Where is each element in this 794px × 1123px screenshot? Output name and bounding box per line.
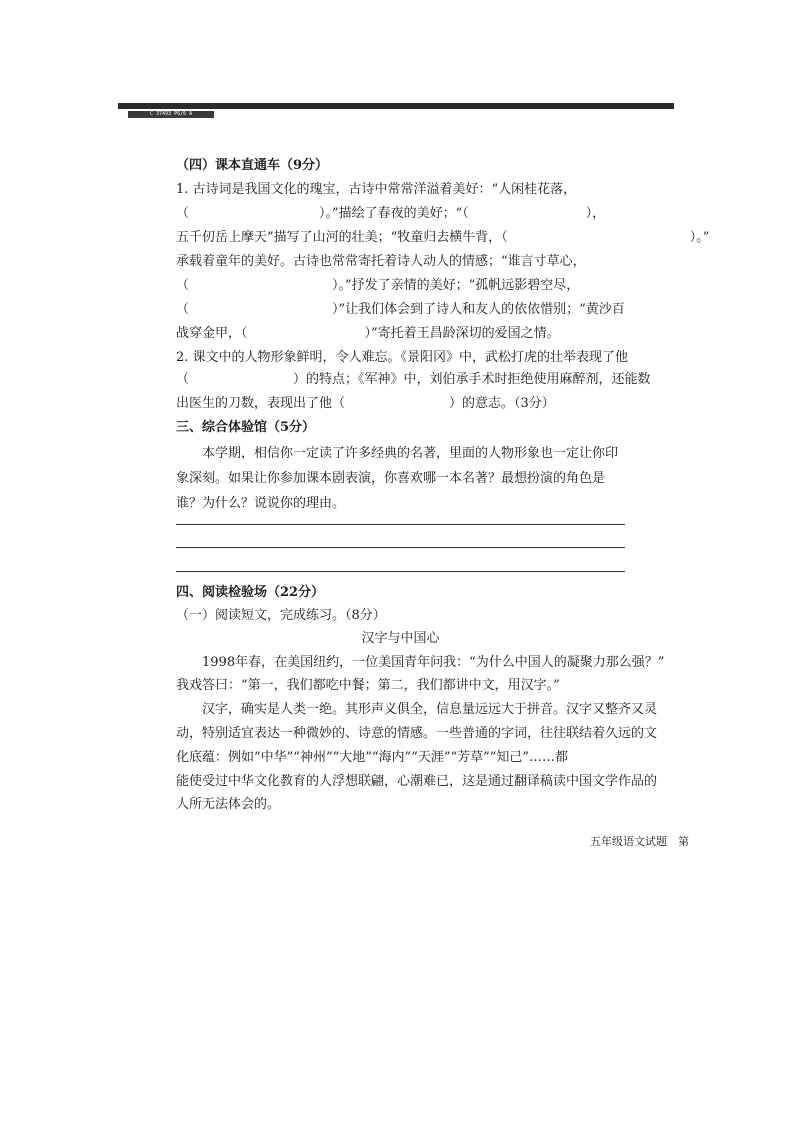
section-3-line: 象深刻。如果让你参加课本剧表演，你喜欢哪一本名著？最想扮演的角色是	[176, 471, 606, 486]
article-paragraph-line: 人所无法体会的。	[176, 797, 281, 812]
page-footer: 五年级语文试题 第	[590, 835, 689, 848]
answer-line[interactable]	[176, 547, 625, 548]
article-paragraph-line: 1998年春，在美国纽约，一位美国青年问我：“为什么中国人的凝聚力那么强？”	[176, 655, 665, 670]
q1-line: （ ）”让我们体会到了诗人和友人的依依惜别；“黄沙百	[176, 302, 625, 317]
q2-line: 出医生的刀数，表现出了他（ ）的意志。（3分）	[176, 396, 555, 411]
article-paragraph-line: 能使受过中华文化教育的人浮想联翩，心潮难已，这是通过翻译稿读中国文学作品的	[176, 774, 658, 789]
answer-line[interactable]	[176, 571, 625, 572]
section-4-title: 四、阅读检验场（22分）	[176, 585, 325, 600]
section-3-line: 本学期，相信你一定读了许多经典的名著，里面的人物形象也一定让你印	[176, 446, 619, 461]
answer-line[interactable]	[176, 524, 625, 525]
q2-line: （ ）的特点；《军神》中，刘伯承手术时拒绝使用麻醉剂，还能数	[176, 372, 651, 387]
q1-line: （ ）。”描绘了春夜的美好；“（ ），	[176, 206, 606, 221]
q1-line: 1. 古诗词是我国文化的瑰宝，古诗中常常洋溢着美好：“人闲桂花落，	[176, 182, 577, 197]
section-3-title: 三、综合体验馆（5分）	[176, 420, 316, 435]
article-title: 汉字与中国心	[361, 631, 440, 646]
section-4a-title: （四）课本直通车（9分）	[176, 158, 329, 173]
section-3-line: 谁？为什么？说说你的理由。	[176, 496, 346, 511]
article-paragraph-line: 化底蕴：例如“中华”“神州”“大地”“海内”“天涯”“芳草”“知己”……都	[176, 750, 569, 765]
q1-line: 承载着童年的美好。古诗也常常寄托着诗人动人的情感；“谁言寸草心，	[176, 254, 586, 269]
q2-line: 2. 课文中的人物形象鲜明，令人难忘。《景阳冈》中，武松打虎的壮举表现了他	[176, 350, 629, 365]
header-code: C 37493 P6/6 A	[128, 111, 214, 118]
article-paragraph-line: 动，特别适宜表达一种微妙的、诗意的情感。一些普通的字词，往往联结着久远的文	[176, 726, 658, 741]
article-paragraph-line: 汉字，确实是人类一绝。其形声义俱全，信息量远远大于拼音。汉字又整齐又灵	[176, 702, 658, 717]
q1-line: 战穿金甲，（ ）”寄托着王昌龄深切的爱国之情。	[176, 326, 560, 341]
q1-line: （ ）。”抒发了亲情的美好；“孤帆远影碧空尽，	[176, 278, 580, 293]
header-bar	[118, 103, 674, 109]
q1-line: 五千仞岳上摩天”描写了山河的壮美；“牧童归去横牛背，（ ）。”	[176, 230, 710, 245]
article-paragraph-line: 我戏答曰：“第一，我们都吃中餐；第二，我们都讲中文，用汉字。”	[176, 678, 560, 693]
section-4-sub: （一）阅读短文，完成练习。（8分）	[176, 608, 386, 623]
